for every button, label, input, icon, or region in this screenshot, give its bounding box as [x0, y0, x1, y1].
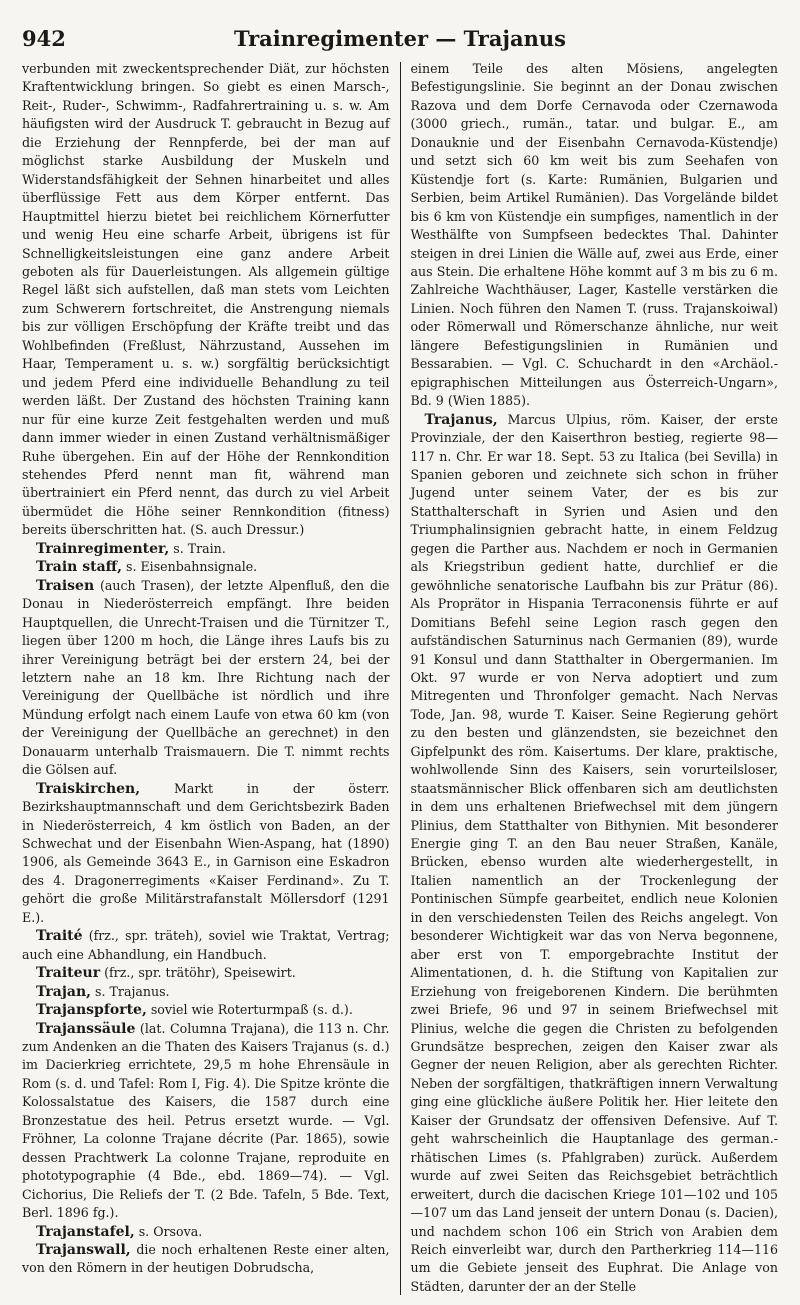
entry-trajanstafel — [22, 1223, 390, 1241]
entry-text: s. Eisenbahnsignale. — [122, 559, 258, 575]
entry-text: s. Trajanus. — [91, 983, 170, 999]
page-number: 942 — [22, 26, 66, 51]
headword: Trajanswall, — [36, 1242, 131, 1258]
entry-text: soviel wie Roterturmpaß (s. d.). — [146, 1002, 353, 1018]
headword: Traisen — [36, 577, 95, 594]
entry-text: s. Orsova. — [134, 1223, 203, 1239]
entry-text: (frz., spr. träteh), soviel wie Traktat, Vertrag; auch eine Abhandlung, ein Handbuch. — [22, 928, 390, 962]
entry-text: (auch Trasen), der letzte Alpenfluß, den die Donau in Niederösterreich empfängt. Ihre beiden Hauptquellen, die Unrecht-Traisen und die Türnitzer T., liegen über 1200 m hoch, die Länge ihres Laufs bis zu ihrer Vereinigung beträgt bei der erstern 24, bei der letztern nahe an 18 km. Ihre Richtung nach der Vereinigung der Quellbäche ist nördlich und ihre Mündung erfolgt nach einem Laufe von etwa 60 km (von der Vereinigung der Quellbäche an gerechnet) in den Donauarm unterhalb Traismauern. Die T. nimmt rechts die Gölsen auf. — [22, 577, 390, 778]
headword: Traité — [36, 928, 83, 945]
headword: Trainregimenter, — [36, 540, 170, 557]
entry-train-staff — [22, 558, 390, 576]
headword: Traiskirchen, — [36, 780, 141, 797]
headword: Trajan, — [36, 983, 92, 1000]
entry-text: verbunden mit zweckentsprechender Diät, zur höchsten Kraftentwicklung bringen. So giebt es einen Marsch-, Reit-, Ruder-, Schwimm-, Radfahrertraining u. s. w. Am häufigsten wird der Ausdruck T. gebraucht in Bezug auf die Erziehung der Rennpferde, bei der man auf möglichst starke Ausbildung der Muskeln und Widerstandsfähigkeit der Sehnen hinarbeitet und alles überflüssige Fett aus dem Körper entfernt. Das Hauptmittel hierzu bietet bei reichlichem Körnerfutter und wenig Heu eine scharfe Arbeit, übrigens ist für Schnelligkeitsleistungen eine ganz andere Arbeit geboten als für Dauerleistungen. Als allgemein gültige Regel läßt sich aufstellen, daß man stets vom Leichten zum Schwerern fortschreitet, die Anstrengung niemals bis zur völligen Erschöpfung der Kräfte treibt und das Wohlbefinden (Freßlust, Nährzustand, Aussehen im Haar, Temperament u. s. w.) sorgfältig berücksichtigt und jedem Pferd eine individuelle Behandlung zu teil werden läßt. Der Zustand des höchsten Training kann nur für eine kurze Zeit festgehalten werden und muß dann immer wieder in einen Zustand verhältnismäßiger Ruhe übergehen. Ein auf der Höhe der Rennkondition stehendes Pferd nennt man fit, während man übertrainiert ein Pferd nennt, das durch zu viel Arbeit übermüdet die Höhe seiner Rennkondition (fitness) bereits überschritten hat. (S. auch Dressur.) — [22, 61, 390, 538]
entry-text: (frz., spr. trätöhr), Speisewirt. — [100, 965, 296, 981]
headword: Trajanus, — [424, 411, 498, 428]
entry-trajanswall — [22, 1241, 390, 1278]
entry-trajanspforte — [22, 1001, 390, 1019]
headword: Traiteur — [36, 965, 101, 982]
entry-text: s. Train. — [169, 540, 226, 556]
headword: Trajanssäule — [36, 1020, 136, 1037]
headword: Train staff, — [36, 559, 123, 576]
entry-traiteur — [22, 964, 390, 982]
entry-text: einem Teile des alten Mösiens, angelegten Befestigungslinie. Sie beginnt an der Donau zwischen Razova und dem Dorfe Cernavoda oder Czernawoda (3000 griech., rumän., tatar. und bulgar. E., am Donauknie und der Eisenbahn Cernavoda-Küstendje) und setzt sich 60 km weit bis zum Seehafen von Küstendje fort (s. Karte: Rumänien, Bulgarien und Serbien, beim Artikel Rumänien). Das Vorgelände bildet bis 6 km von Küstendje ein sumpfiges, namentlich in der Westhälfte von Sumpfseen bedecktes Thal. Dahinter steigen in drei Linien die Wälle auf, zwei aus Erde, einer aus Stein. Die erhaltene Höhe kommt auf 3 m bis zu 6 m. Zahlreiche Wachthäuser, Lager, Kastelle verstärken die Linien. Noch führen den Namen T. (russ. Trajanskoiwal) oder Römerwall und Römerschanze ähnliche, nur weit längere Befestigungslinien in Rumänien und Bessarabien. — Vgl. C. Schuchardt in den «Archäol.-epigraphischen Mitteilungen aus Österreich-Ungarn», Bd. 9 (Wien 1885). — [410, 61, 778, 409]
entry-traisen — [22, 577, 390, 780]
running-title: Trainregimenter — Trajanus — [233, 26, 567, 51]
entry-trainregimenter — [22, 540, 390, 558]
entry-text: Markt in der österr. Bezirkshauptmannschaft und dem Gerichtsbezirk Baden in Niederösterreich, 4 km östlich von Baden, an der Schwechat und der Eisenbahn Wien-Aspang, hat (1890) 1906, als Gemeinde 3643 E., in Garnison eine Eskadron des 4. Dragonerregiments «Kaiser Ferdinand». Zu T. gehört die große Militärstrafanstalt Möllersdorf (1291 E.). — [22, 780, 390, 925]
text-columns — [22, 60, 778, 1295]
entry-cont2 — [410, 60, 778, 411]
entry-trajanus — [410, 411, 778, 1295]
entry-trajanssaeule — [22, 1020, 390, 1223]
page-header — [22, 26, 778, 60]
left-column — [22, 60, 400, 1295]
right-column — [400, 60, 778, 1295]
entry-traite — [22, 927, 390, 964]
entry-trajan — [22, 983, 390, 1001]
headword: Trajanspforte, — [36, 1002, 147, 1019]
entry-cont — [22, 60, 390, 540]
entry-text: Marcus Ulpius, röm. Kaiser, der erste Provinziale, der den Kaiserthron bestieg, regierte 98—117 n. Chr. Er war 18. Sept. 53 zu Italica (bei Sevilla) in Spanien geboren und zeichnete sich schon in früher Jugend unter seinem Vater, der es bis zur Statthalterschaft in Syrien und Asien und den Triumphalinsignien gebracht hatte, in einem Feldzug gegen die Parther aus. Nachdem er noch in Germanien als Kriegstribun gedient hatte, durchlief er die gewöhnliche senatorische Laufbahn bis zur Prätur (86). Als Proprätor in Hispania Terraconensis führte er auf Domitians Befehl seine Legion rasch gegen den aufständischen Saturninus nach Germanien (89), wurde 91 Konsul und dann Statthalter in Obergermanien. Im Okt. 97 wurde er von Nerva adoptiert und zum Mitregenten und Thronfolger gemacht. Nach Nervas Tode, Jan. 98, wurde T. Kaiser. Seine Regierung gehört zu den besten und glänzendsten, sie bezeichnet den Gipfelpunkt des röm. Kaisertums. Der klare, praktische, wohlwollende Sinn des Kaisers, sein vorurteilsloser, staatsmännischer Blick offenbaren sich am deutlichsten in dem uns erhaltenen Briefwechsel mit dem jüngern Plinius, dem Statthalter von Bithynien. Mit besonderer Energie ging T. an den Bau neuer Straßen, Kanäle, Brücken, ebenso wurden alte wiederhergestellt, in Italien namentlich an der Trockenlegung der Pontinischen Sümpfe gearbeitet, endlich neue Kolonien in den verschiedensten Teilen des Reichs angelegt. Von besonderer Wichtigkeit war das von Nerva begonnene, aber erst von T. emporgebrachte Institut der Alimentationen, d. h. die Stiftung von Kapitalien zur Erziehung von freigeborenen Kindern. Die berühmten zwei Briefe, 96 und 97 in seinem Briefwechsel mit Plinius, welche die gegen die Christen zu befolgenden Grundsätze besprechen, zeigen den Kaiser zwar als Gegner der neuen Religion, aber als gerechten Richter. Neben der sorgfältigen, thatkräftigen innern Verwaltung ging eine glückliche äußere Politik her. Hier leitete den Kaiser der Grundsatz der offensiven Defensive. Auf T. geht wahrscheinlich die Hauptanlage des german.-rhätischen Limes (s. Pfahlgraben) zurück. Außerdem wurde auf zwei Seiten das Reichsgebiet beträchtlich erweitert, durch die dacischen Kriege 101—102 und 105—107 um das Land jenseit der untern Donau (s. Dacien), und nachdem schon 106 ein Strich von Arabien dem Reich einverleibt war, durch den Partherkrieg 114—116 um die Gebiete jenseit des Euphrat. Die Anlage von Städten, darunter der an der Stelle — [410, 411, 778, 1294]
entry-text: die noch erhaltenen Reste einer alten, von den Römern in der heutigen Dobrudscha, — [22, 1242, 390, 1276]
entry-text: (lat. Columna Trajana), die 113 n. Chr. zum Andenken an die Thaten des Kaisers Trajanus (s. d.) im Dacierkrieg errichtete, 29,5 m hohe Ehrensäule in Rom (s. d. und Tafel: Rom I, Fig. 4). Die Spitze krönte die Kolossalstatue des Kaisers, die 1587 durch eine Bronzestatue des heil. Petrus ersetzt wurde. — Vgl. Fröhner, La colonne Trajane décrite (Par. 1865), sowie dessen Prachtwerk La colonne Trajane, reproduite en phototypographie (4 Bde., ebd. 1869—74). — Vgl. Cichorius, Die Reliefs der T. (2 Bde. Tafeln, 5 Bde. Text, Berl. 1896 fg.). — [22, 1020, 390, 1221]
entry-traiskirchen — [22, 780, 390, 928]
headword: Trajanstafel, — [36, 1223, 135, 1240]
